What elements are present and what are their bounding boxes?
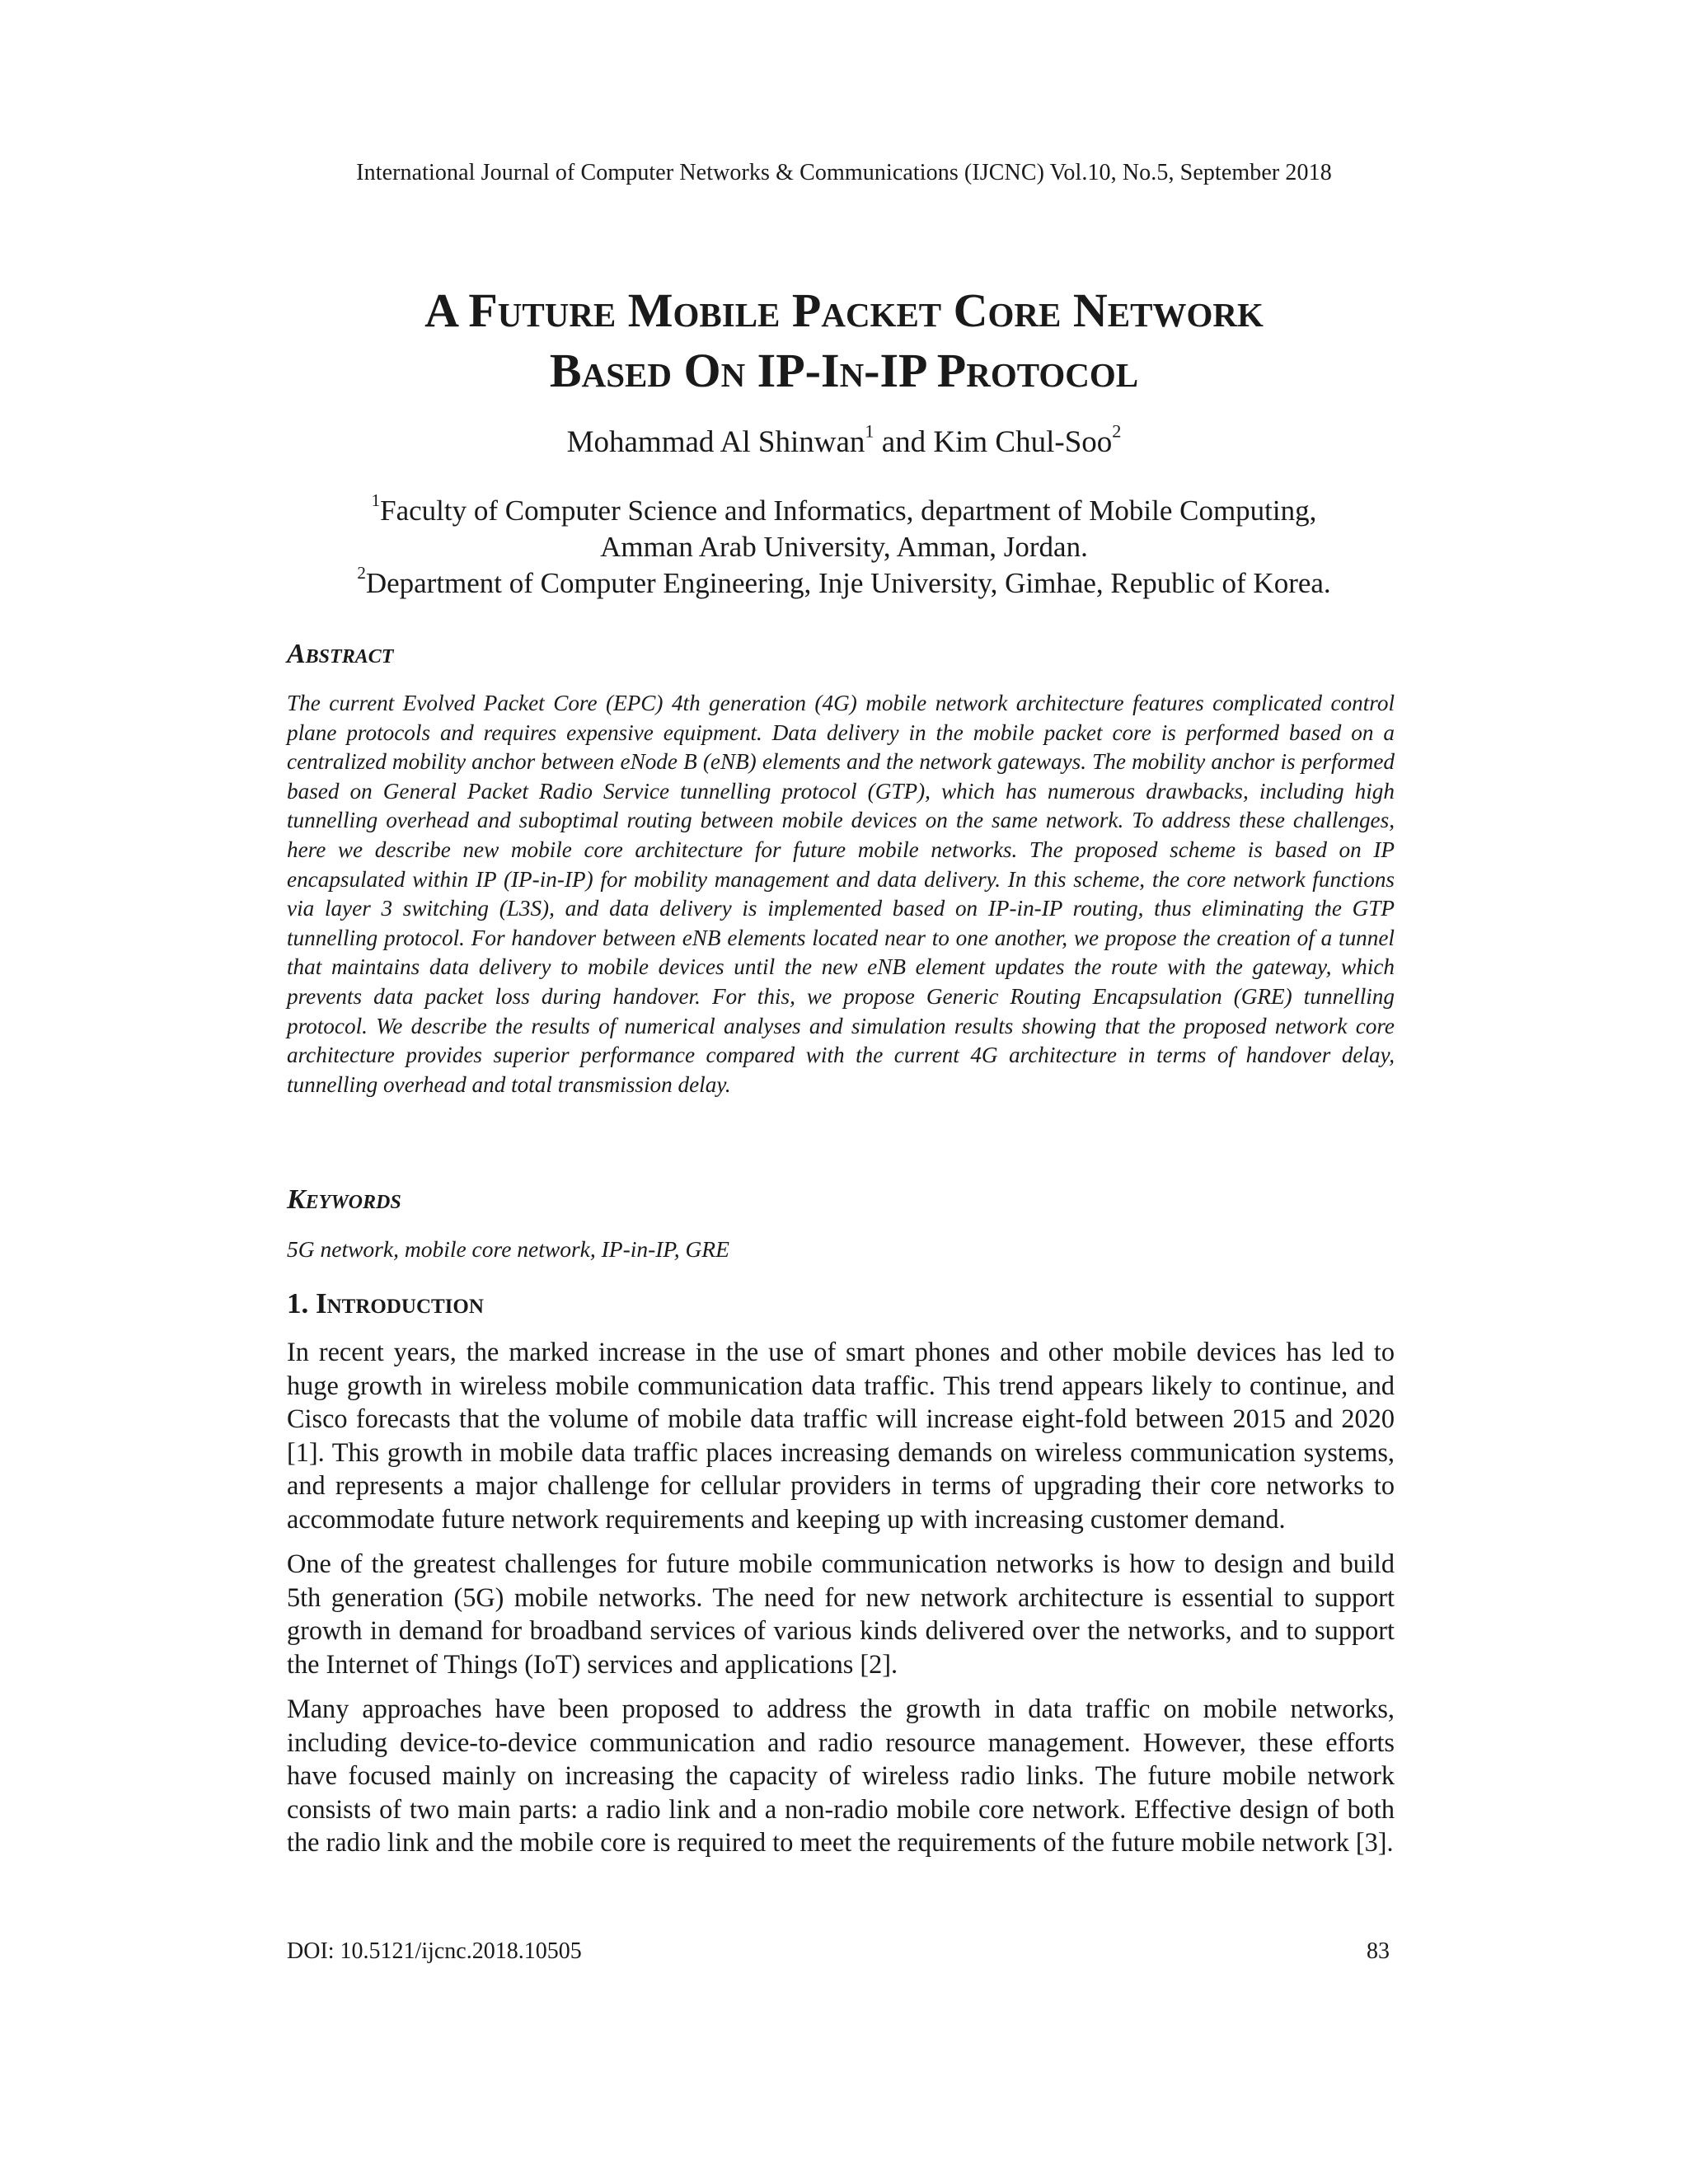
footer-doi: DOI: 10.5121/ijcnc.2018.10505 xyxy=(287,1938,582,1964)
keywords-heading: Keywords xyxy=(287,1184,401,1215)
author-connector: and xyxy=(874,425,934,459)
title-line-2: Based On IP-In-IP Protocol xyxy=(549,344,1139,397)
affiliation-1-line-2: Amman Arab University, Amman, Jordan. xyxy=(600,531,1088,563)
running-header: International Journal of Computer Networks & Communications (IJCNC) Vol.10, No.5, September 2018 xyxy=(356,160,1332,185)
page-number: 83 xyxy=(1367,1938,1390,1964)
affiliation-1-line-1: Faculty of Computer Science and Informatics, department of Mobile Computing, xyxy=(380,494,1317,527)
introduction-paragraph-2: One of the greatest challenges for future mobile communication networks is how to design and build 5th generation (5G) mobile networks. The need for new network architecture is essential to support growth in demand for broadband services of various kinds delivered over the networks, and to support the Internet of Things (IoT) services and applications [2]. xyxy=(287,1549,1395,1679)
author-list xyxy=(0,420,1688,460)
author-2-affiliation-mark: 2 xyxy=(1112,420,1122,442)
title-line-1: A Future Mobile Packet Core Network xyxy=(424,284,1264,337)
introduction-body xyxy=(287,1335,1395,1871)
author-1: Mohammad Al Shinwan xyxy=(566,425,865,459)
affiliation-1 xyxy=(0,490,1688,529)
section-number: 1. xyxy=(287,1287,309,1319)
author-2: Kim Chul-Soo xyxy=(933,425,1113,459)
paper-title xyxy=(0,280,1688,401)
affiliation-2 xyxy=(0,565,1688,602)
abstract-text: The current Evolved Packet Core (EPC) 4th generation (4G) mobile network architecture features complicated control plane protocols and requires expensive equipment. Data delivery in the mobile packet core is performed based on a centralized mobility anchor between eNode B (eNB) elements and the network gateways. The mobility anchor is performed based on General Packet Radio Service tunnelling protocol (GTP), which has numerous drawbacks, including high tunnelling overhead and suboptimal routing between mobile devices on the same network. To address these challenges, here we describe new mobile core architecture for future mobile networks. The proposed scheme is based on IP encapsulated within IP (IP-in-IP) for mobility management and data delivery. In this scheme, the core network functions via layer 3 switching (L3S), and data delivery is implemented based on IP-in-IP routing, thus eliminating the GTP tunnelling protocol. For handover between eNB elements located near to one another, we propose the creation of a tunnel that maintains data delivery to mobile devices until the new eNB element updates the route with the gateway, which prevents data packet loss during handover. For this, we propose Generic Routing Encapsulation (GRE) tunnelling protocol. We describe the results of numerical analyses and simulation results showing that the proposed network core architecture provides superior performance compared with the current 4G architecture in terms of handover delay, tunnelling overhead and total transmission delay. xyxy=(287,691,1395,1097)
author-1-affiliation-mark: 1 xyxy=(865,420,874,442)
abstract-heading: Abstract xyxy=(287,639,394,669)
introduction-paragraph-3: Many approaches have been proposed to address the growth in data traffic on mobile networks, including device-to-device communication and radio resource management. However, these efforts have focused mainly on increasing the capacity of wireless radio links. The future mobile network consists of two main parts: a radio link and a non-radio mobile core network. Effective design of both the radio link and the mobile core is required to meet the requirements of the future mobile network [3]. xyxy=(287,1694,1395,1857)
section-heading-introduction xyxy=(287,1287,1395,1320)
keywords-text: 5G network, mobile core network, IP-in-IP, GRE xyxy=(287,1236,729,1262)
affiliation-2-mark: 2 xyxy=(357,563,366,583)
introduction-paragraph-1: In recent years, the marked increase in the use of smart phones and other mobile devices has led to huge growth in wireless mobile communication data traffic. This trend appears likely to continue, and Cisco forecasts that the volume of mobile data traffic will increase eight-fold between 2015 and 2020 [1]. This growth in mobile data traffic places increasing demands on wireless communication systems, and represents a major challenge for cellular providers in terms of upgrading their core networks to accommodate future network requirements and keeping up with increasing customer demand. xyxy=(287,1337,1395,1534)
affiliation-1-mark: 1 xyxy=(371,490,381,511)
affiliations xyxy=(0,490,1688,602)
affiliation-2-line-1: Department of Computer Engineering, Inje University, Gimhae, Republic of Korea. xyxy=(365,567,1331,599)
section-title: Introduction xyxy=(316,1287,484,1319)
